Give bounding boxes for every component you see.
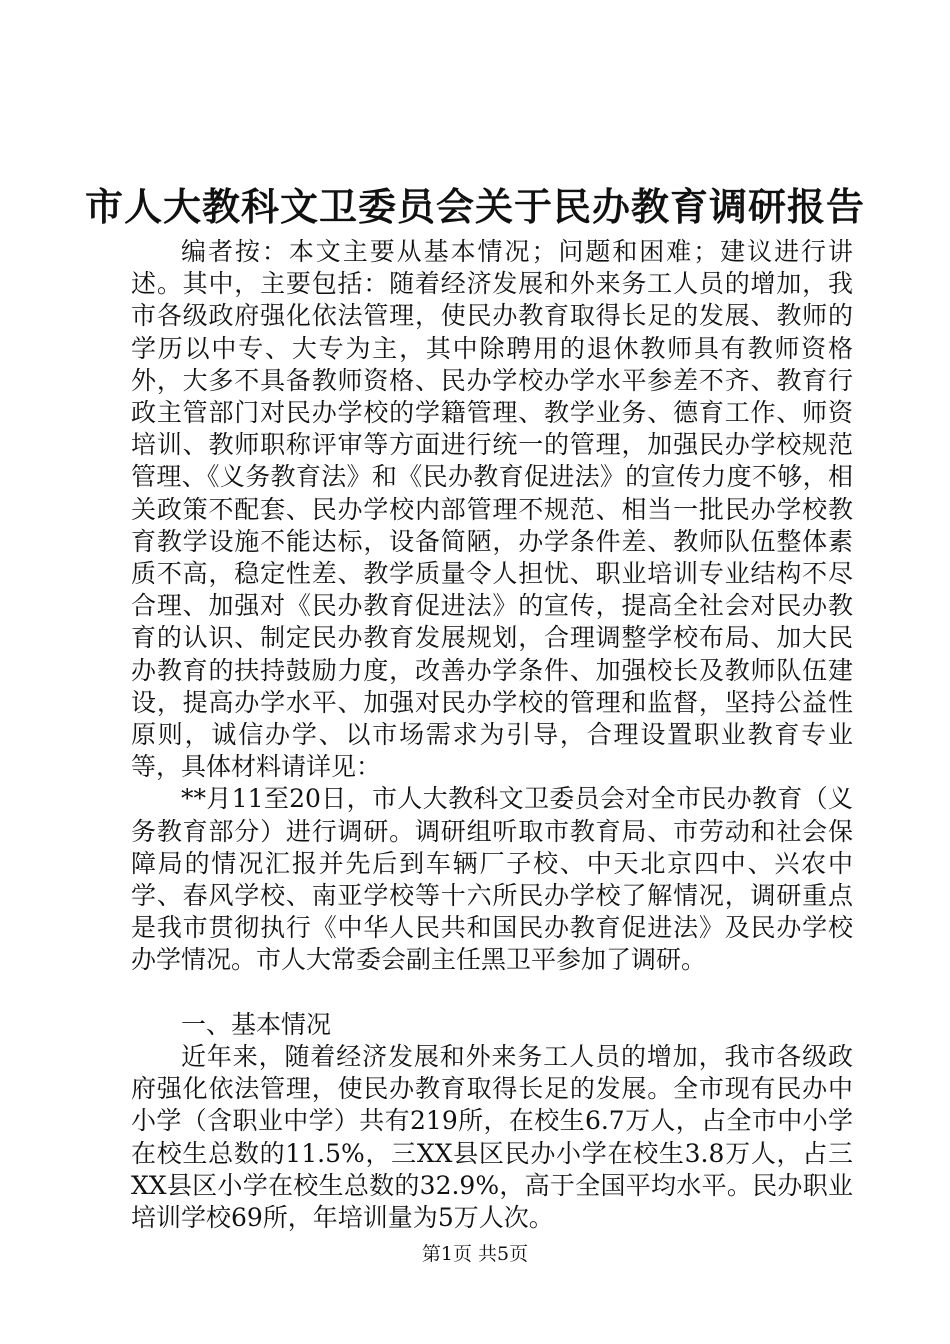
- page-number-footer: 第1页 共5页: [421, 1243, 529, 1265]
- document-body: [131, 236, 853, 1234]
- research-overview-paragraph: **月11至20日，市人大教科文卫委员会对全市民办教育（义务教育部分）进行调研。调研组听取市教育局、市劳动和社会保障局的情况汇报并先后到车辆厂子校、中天北京四中、兴农中学、春风学校、南亚学校等十六所民办学校了解情况，调研重点是我市贯彻执行《中华人民共和国民办教育促进法》及民办学校办学情况。市人大常委会副主任黑卫平参加了调研。: [131, 784, 853, 975]
- document-title: 市人大教科文卫委员会关于民办教育调研报告: [84, 184, 865, 229]
- basic-situation-paragraph: 近年来，随着经济发展和外来务工人员的增加，我市各级政府强化依法管理，使民办教育取得长足的发展。全市现有民办中小学（含职业中学）共有219所，在校生6.7万人，占全市中小学在校生总数的11.5%，三XX县区民办小学在校生3.8万人，占三XX县区小学在校生总数的32.9%，高于全国平均水平。民办职业培训学校69所，年培训量为5万人次。: [131, 1042, 853, 1233]
- paragraph-spacer: [131, 977, 853, 1009]
- editor-note-paragraph: 编者按：本文主要从基本情况；问题和困难；建议进行讲述。其中，主要包括：随着经济发展和外来务工人员的增加，我市各级政府强化依法管理，使民办教育取得长足的发展、教师的学历以中专、大专为主，其中除聘用的退休教师具有教师资格外，大多不具备教师资格、民办学校办学水平参差不齐、教育行政主管部门对民办学校的学籍管理、教学业务、德育工作、师资培训、教师职称评审等方面进行统一的管理，加强民办学校规范管理、《义务教育法》和《民办教育促进法》的宣传力度不够，相关政策不配套、民办学校内部管理不规范、相当一批民办学校教育教学设施不能达标，设备简陋，办学条件差、教师队伍整体素质不高，稳定性差、教学质量令人担忧、职业培训专业结构不尽合理、加强对《民办教育促进法》的宣传，提高全社会对民办教育的认识、制定民办教育发展规划，合理调整学校布局、加大民办教育的扶持鼓励力度，改善办学条件、加强校长及教师队伍建设，提高办学水平、加强对民办学校的管理和监督，坚持公益性原则，诚信办学、以市场需求为引导，合理设置职业教育专业等，具体材料请详见：: [131, 237, 853, 782]
- section-heading-basic-situation: 一、基本情况: [181, 1009, 332, 1039]
